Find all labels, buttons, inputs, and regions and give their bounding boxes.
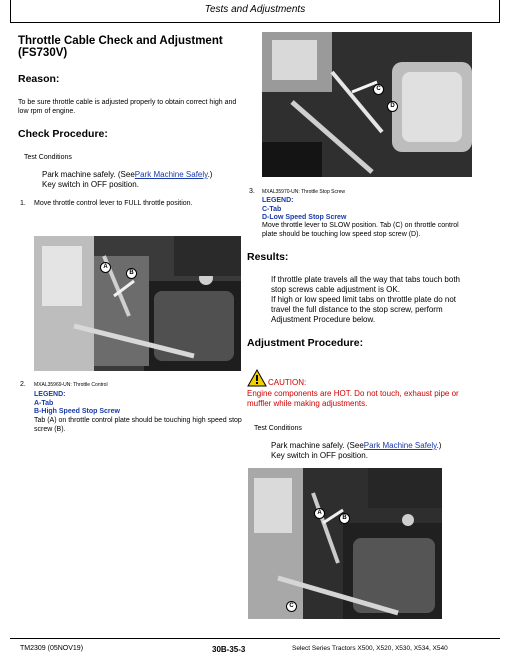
adjustment-photo — [248, 468, 442, 619]
callout-c: C — [373, 84, 384, 95]
results-text-2: If high or low speed limit tabs on throttle plate do not travel the full distance to the stop screw, perform Adjustment Procedure below. — [271, 295, 456, 324]
step2-legend-a: A-Tab — [34, 400, 54, 407]
step3-legend-c: C-Tab — [262, 206, 282, 213]
step2-caption: MXAL35969-UN: Throttle Control — [34, 382, 108, 388]
adjustment-illustration — [248, 468, 442, 619]
park-machine-line-right — [271, 441, 471, 451]
test-conditions-label-right: Test Conditions — [254, 425, 302, 432]
page-title — [18, 35, 240, 59]
footer-models: Select Series Tractors X500, X520, X530, X534, X540 — [292, 645, 448, 652]
step2-text: Tab (A) on throttle control plate should be touching high speed stop screw (B). — [34, 417, 242, 433]
key-switch-text-right: Key switch in OFF position. — [271, 451, 368, 460]
park-machine-line — [42, 170, 242, 180]
park-machine-safely-link-right[interactable]: Park Machine Safely — [363, 441, 437, 450]
callout-b: B — [126, 268, 137, 279]
test-conditions-label: Test Conditions — [24, 154, 72, 161]
adjustment-procedure-heading — [247, 337, 363, 349]
key-switch-text: Key switch in OFF position. — [42, 180, 139, 189]
step1-number: 1. — [20, 200, 26, 207]
step3-text: Move throttle lever to SLOW position. Tab (C) on throttle control plate should be touching low speed stop screw (D). — [262, 222, 459, 238]
reason-heading — [18, 73, 59, 85]
park-suffix-right: .) — [436, 441, 442, 450]
caution-label: CAUTION: — [268, 378, 307, 387]
adjustment-procedure-heading-text: Adjustment Procedure: — [247, 337, 364, 349]
callout-a-bottom: A — [314, 508, 325, 519]
throttle-control-illustration — [34, 236, 241, 371]
park-prefix-right: Park machine safely. (See — [271, 441, 364, 450]
callout-d: D — [387, 101, 398, 112]
reason-heading-text: Reason: — [18, 73, 60, 85]
step3-legend-d: D-Low Speed Stop Screw — [262, 214, 347, 221]
results-heading-text: Results: — [247, 251, 289, 263]
section-header: Tests and Adjustments — [204, 4, 306, 15]
callout-c-bottom: C — [286, 601, 297, 612]
step3-number: 3. — [249, 188, 255, 195]
warning-triangle-icon — [247, 369, 267, 387]
check-procedure-heading — [18, 128, 108, 140]
header-divider — [10, 22, 500, 23]
footer-page-number: 30B-35-3 — [212, 645, 246, 654]
footer-doc-id: TM2309 (05NOV19) — [20, 645, 84, 652]
park-prefix: Park machine safely. (See — [42, 170, 135, 179]
caution-text: Engine components are HOT. Do not touch, exhaust pipe or muffler while making adjustments. — [247, 389, 459, 408]
step3-legend-title: LEGEND: — [262, 197, 294, 204]
page-title-text: Throttle Cable Check and Adjustment (FS730V) — [18, 35, 223, 59]
step1-text: Move throttle control lever to FULL throttle position. — [34, 200, 193, 207]
park-machine-safely-link[interactable]: Park Machine Safely — [134, 170, 208, 179]
step2-legend-b: B-High Speed Stop Screw — [34, 408, 120, 415]
step2-number: 2. — [20, 381, 26, 388]
throttle-stop-screw-photo — [262, 32, 472, 177]
step3-caption: MXAL35970-UN: Throttle Stop Screw — [262, 189, 346, 195]
step2-legend-title: LEGEND: — [34, 391, 66, 398]
reason-text: To be sure throttle cable is adjusted properly to obtain correct high and low rpm of engine. — [18, 99, 237, 115]
callout-a: A — [100, 262, 111, 273]
results-text-1: If throttle plate travels all the way that tabs touch both stop screws cable adjustment is OK. — [271, 275, 460, 294]
callout-b-bottom: B — [339, 513, 350, 524]
throttle-stop-screw-illustration — [262, 32, 472, 177]
throttle-control-photo — [34, 236, 241, 371]
check-procedure-heading-text: Check Procedure: — [18, 128, 108, 140]
footer-divider — [10, 638, 500, 639]
park-suffix: .) — [207, 170, 213, 179]
results-heading — [247, 251, 288, 263]
